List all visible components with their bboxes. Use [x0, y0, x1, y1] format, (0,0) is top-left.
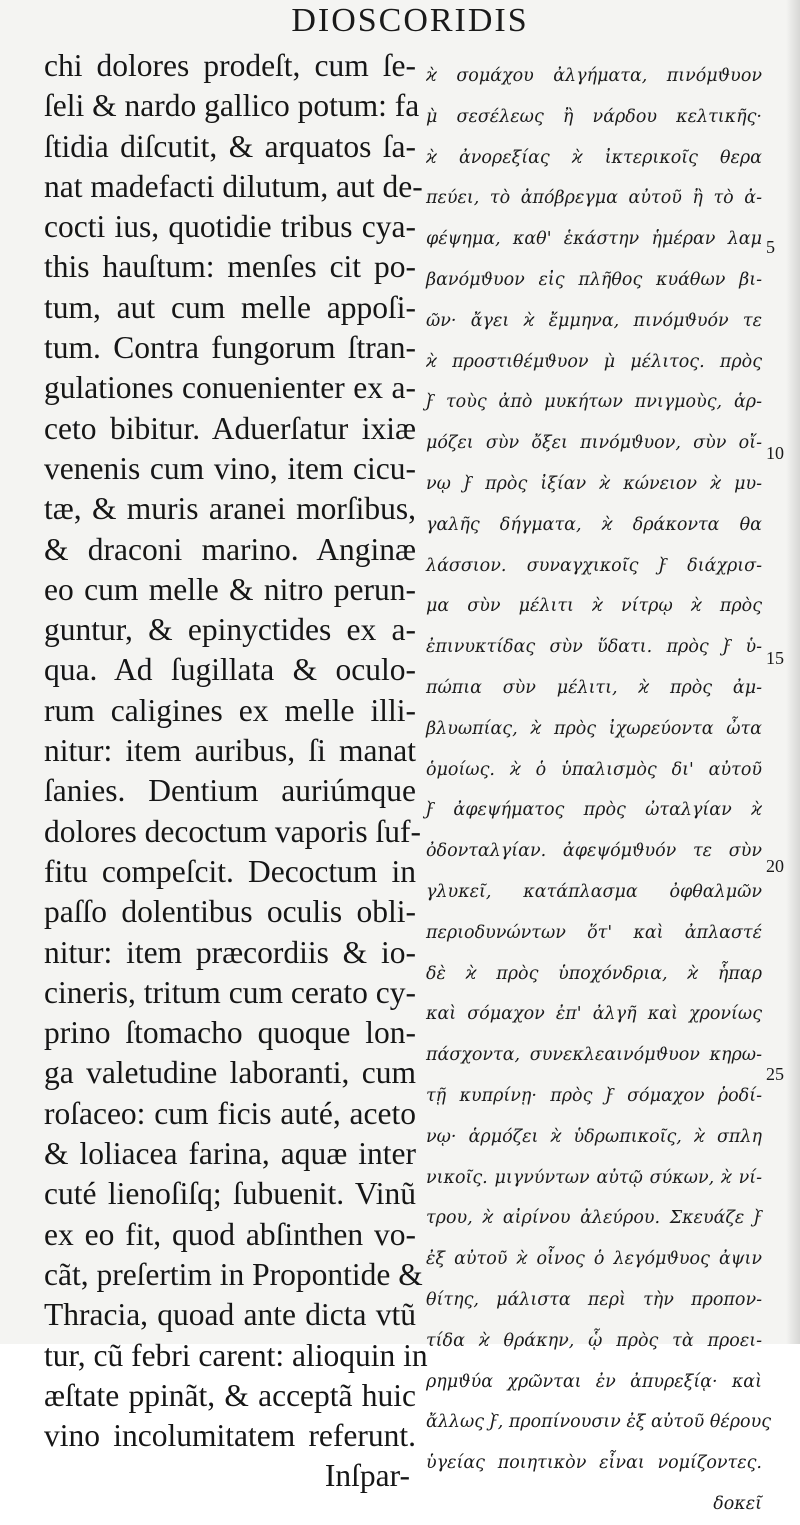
greek-line: ἐξ αὐτοῦ ϰ̀ οἶνος ὁ λεγόμϑυος ἀψιν — [426, 1249, 762, 1270]
running-head: DIOSCORIDIS — [291, 2, 529, 39]
latin-line: cocti ius, quotidie tribus cya- — [44, 209, 416, 245]
greek-line: τρου, ϰ̀ αἰρίνου ἀλεύρου. Σκευάζε ϝ̀ — [426, 1208, 762, 1229]
latin-line: roſaceo: cum ficis auté, aceto — [44, 1095, 416, 1131]
greek-line: λάσσιον. συναγχικοῖς ϝ̀ διάχρισ- — [426, 555, 762, 576]
latin-line: dolores decoctum vaporis ſuf- — [44, 813, 422, 849]
latin-line: æſtate ppinãt, & acceptã huic — [44, 1377, 416, 1413]
latin-line: nat madefacti dilutum, aut de- — [44, 168, 423, 204]
greek-column — [426, 56, 772, 1525]
latin-line: paſſo dolentibus oculis obli- — [44, 894, 416, 930]
latin-column — [44, 46, 428, 1497]
latin-line: venenis cum vino, item cicu- — [44, 450, 416, 486]
greek-line: θίτης, μάλιστα περὶ τὴν προπον- — [426, 1289, 762, 1310]
greek-line: ἄλλως ϝ̀, προπίνουσιν ἐξ αὐτοῦ θέρους — [426, 1412, 772, 1433]
greek-line: ῶν· ἄγει ϰ̀ ἔμμηνα, πινόμϑυόν τε — [426, 310, 762, 331]
greek-line: ὁμοίως. ϰ̀ ὁ ὑπαλισμὸς δι' αὐτοῦ — [426, 759, 762, 780]
greek-line: πάσχοντα, συνεκλεαινόμϑυον κηρω- — [426, 1045, 762, 1066]
greek-line: πεύει, τὸ ἀπόβρεγμα αὐτοῦ ἢ τὸ ἀ- — [426, 188, 762, 209]
latin-line: ſeli & nardo gallico potum: fa — [44, 88, 420, 124]
latin-line: cuté lienoſiſq; ſubuenit. Vinũ — [44, 1176, 416, 1212]
latin-line: prino ſtomacho quoque lon- — [44, 1015, 416, 1051]
latin-line: ga valetudine laboranti, cum — [44, 1055, 416, 1091]
latin-line: ceto bibitur. Aduerſatur ixiæ — [44, 410, 416, 446]
greek-line: νῳ· ἁρμόζει ϰ̀ ὑδρωπικοῖς, ϰ̀ σπλη — [426, 1126, 762, 1147]
greek-line: δοκεῖ — [713, 1493, 762, 1514]
latin-line: nitur: item auribus, ſi manat — [44, 733, 416, 769]
greek-line: ὀδονταλγίαν. ἀφεψόμϑυόν τε σὺν — [426, 841, 762, 862]
greek-line: φέψημα, καθ' ἑκάστην ἡμέραν λαμ — [426, 229, 762, 250]
greek-line: ἐπινυκτίδας σὺν ὕδατι. πρὸς ϝ̀ ὑ- — [426, 637, 762, 658]
latin-line: tæ, & muris aranei morſibus, — [44, 491, 416, 527]
greek-line: γλυκεῖ, κατάπλασμα ὀφθαλμῶν — [426, 881, 762, 902]
latin-line: qua. Ad ſugillata & oculo- — [44, 652, 416, 688]
latin-line: cineris, tritum cum cerato cy- — [44, 974, 416, 1010]
greek-line: γαλῆς δήγματα, ϰ̀ δράκοντα θα — [426, 514, 762, 535]
greek-line: τίδα ϰ̀ θράκην, ᾧ πρὸς τὰ προει- — [426, 1330, 762, 1351]
latin-line: cãt, preſertim in Propontide & — [44, 1256, 423, 1292]
latin-line: guntur, & epinyctides ex a- — [44, 612, 416, 648]
latin-line: fitu compeſcit. Decoctum in — [44, 853, 416, 889]
greek-line: ϰ̀ σομάχου ἀλγήματα, πινόμϑυον — [426, 66, 762, 86]
page-gutter-shadow — [786, 0, 800, 1344]
line-number-15: 15 — [766, 648, 784, 668]
latin-line: tum. Contra fungorum ſtran- — [44, 330, 416, 366]
greek-line: καὶ σόμαχον ἐπ' ἀλγῆ καὶ χρονίως — [426, 1004, 762, 1025]
line-number-10: 10 — [766, 443, 784, 463]
latin-line: ex eo fit, quod abſinthen vo- — [44, 1216, 416, 1252]
latin-line: Thracia, quoad ante dicta vtũ — [44, 1297, 416, 1333]
latin-line: rum caligines ex melle illi- — [44, 692, 416, 728]
latin-line: Inſpar- — [324, 1458, 410, 1494]
latin-line: tum, aut cum melle appoſi- — [44, 289, 416, 325]
greek-line: νικοῖς. μιγνύντων αὐτῷ σύκων, ϰ̀ νί- — [426, 1167, 762, 1188]
latin-line: eo cum melle & nitro perun- — [44, 571, 416, 607]
line-number-5: 5 — [766, 237, 775, 257]
greek-line: μόζει σὺν ὄξει πινόμϑυον, σὺν οἴ- — [426, 433, 762, 454]
greek-line: βανόμϑυον εἰς πλῆθος κυάθων βι- — [426, 269, 762, 290]
greek-line: περιοδυνώντων ὅτ' καὶ ἀπλαστέ — [426, 922, 762, 943]
greek-line: ρημϑύα χρῶνται ἐν ἀπυρεξίᾳ· καὶ — [426, 1371, 762, 1392]
latin-line: ſtidia diſcutit, & arquatos ſa- — [44, 128, 416, 164]
latin-line: & draconi marino. Anginæ — [44, 531, 416, 567]
greek-line: ϝ̀ ἀφεψήματος πρὸς ὠταλγίαν ϰ̀ — [426, 800, 762, 821]
latin-line: nitur: item præcordiis & io- — [44, 934, 416, 970]
greek-line: δὲ ϰ̀ πρὸς ὑποχόνδρια, ϰ̀ ἧπαρ — [426, 963, 762, 984]
greek-line: ϰ̀ προστιθέμϑυον μ̀ μέλιτος. πρὸς — [426, 351, 762, 372]
latin-line: this hauſtum: menſes cit po- — [44, 249, 416, 285]
line-number-25: 25 — [766, 1064, 784, 1084]
latin-line: vino incolumitatem referunt. — [44, 1418, 416, 1454]
latin-line: ſanies. Dentium auriúmque — [44, 773, 416, 809]
line-number-20: 20 — [766, 856, 784, 876]
greek-line: τῇ κυπρίνῃ· πρὸς ϝ̀ σόμαχον ῥοδί- — [426, 1085, 762, 1106]
greek-line: ϰ̀ ἀνορεξίας ϰ̀ ἰκτερικοῖς θερα — [426, 147, 762, 168]
latin-line: gulationes conuenienter ex a- — [44, 370, 416, 406]
greek-line: μα σὺν μέλιτι ϰ̀ νίτρῳ ϰ̀ πρὸς — [426, 596, 762, 617]
latin-line: & loliacea farina, aquæ inter — [44, 1136, 416, 1172]
greek-line: ὑγείας ποιητικὸν εἶναι νομίζοντες. — [426, 1453, 762, 1474]
greek-line: νῳ ϝ̀ πρὸς ἰξίαν ϰ̀ κώνειον ϰ̀ μυ- — [426, 473, 762, 494]
latin-line: tur, cũ febri carent: alioquin in — [44, 1337, 428, 1373]
greek-line: βλυωπίας, ϰ̀ πρὸς ἰχωρεύοντα ὦτα — [426, 718, 762, 739]
greek-line: μ̀ σεσέλεως ἢ νάρδου κελτικῆς· — [426, 106, 762, 127]
greek-line: ϝ̀ τοὺς ἀπὸ μυκήτων πνιγμοὺς, ἁρ- — [426, 392, 762, 413]
greek-line: πώπια σὺν μέλιτι, ϰ̀ πρὸς ἀμ- — [426, 677, 762, 698]
latin-line: chi dolores prodeſt, cum ſe- — [44, 48, 416, 83]
